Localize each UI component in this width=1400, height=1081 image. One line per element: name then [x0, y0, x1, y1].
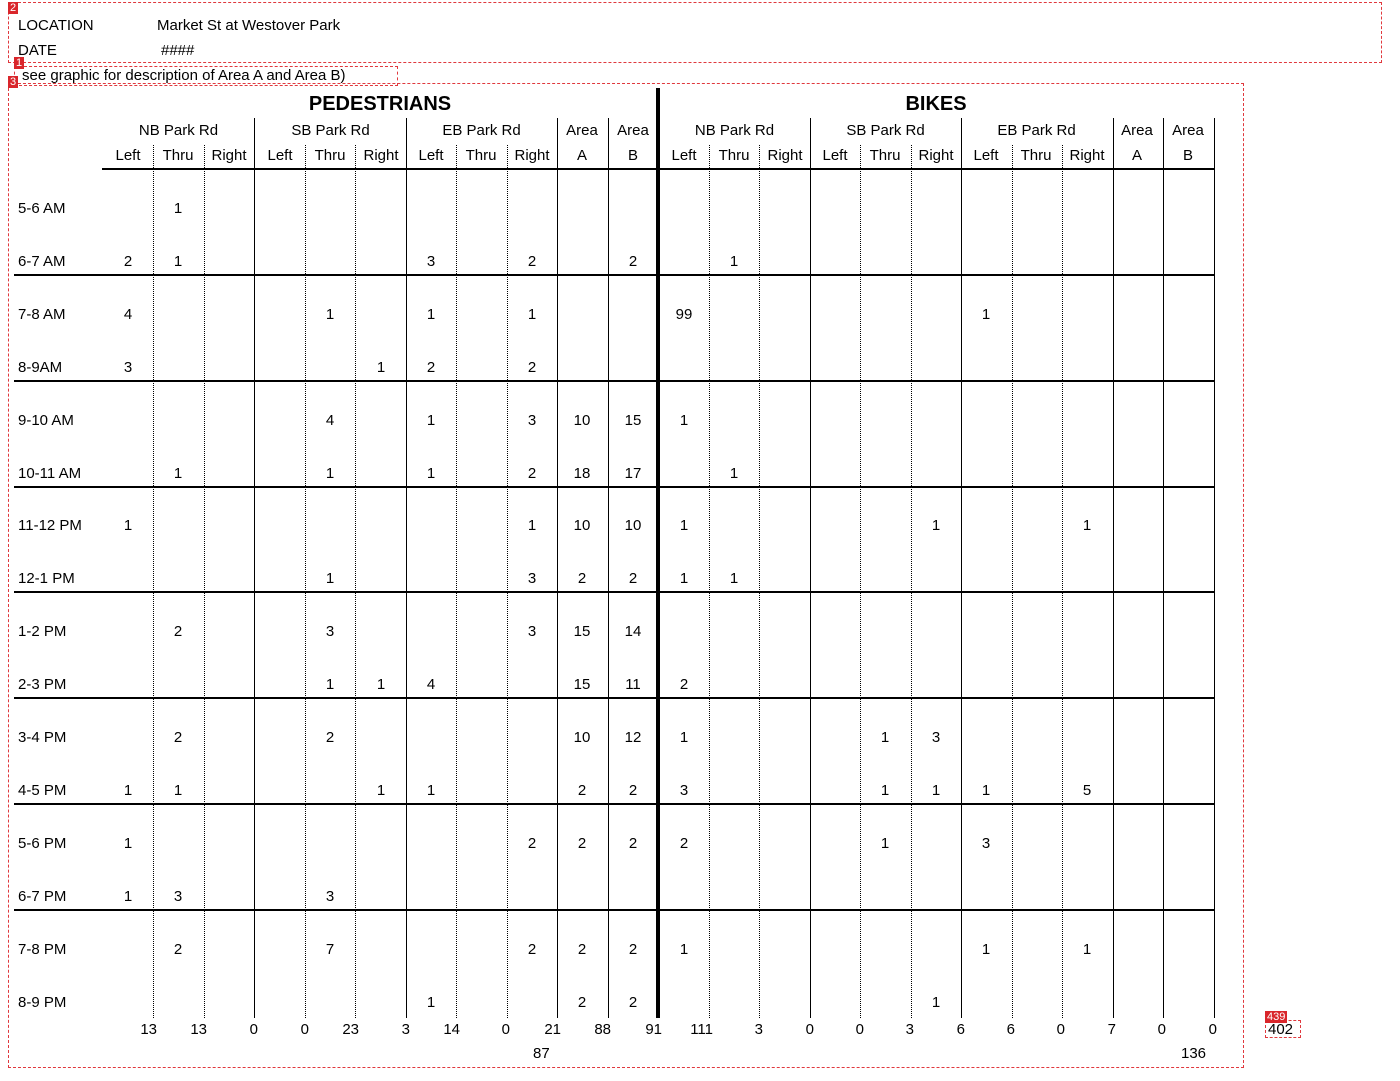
column-divider: [1113, 118, 1114, 1018]
count-cell: 1: [679, 729, 689, 746]
region-badge: 2: [10, 2, 17, 14]
count-cell: 1: [729, 252, 739, 270]
total-cell: 0: [855, 1021, 864, 1038]
column-subheader: Right: [1069, 147, 1105, 164]
count-cell: 1: [325, 464, 335, 482]
column-group-header: Area: [1121, 122, 1153, 139]
column-subheader: Right: [211, 147, 247, 164]
count-cell: 1: [679, 570, 689, 588]
total-cell: 14: [443, 1021, 460, 1038]
row-time-label: 4-5 PM: [18, 781, 67, 799]
row-time-label: 11-12 PM: [18, 517, 82, 535]
count-cell: 1: [376, 358, 386, 376]
count-cell: 1: [123, 834, 133, 852]
count-cell: 3: [981, 834, 991, 852]
total-cell: 111: [690, 1021, 713, 1038]
column-subheader: Right: [514, 147, 550, 164]
count-cell: 2: [577, 570, 587, 588]
count-cell: 2: [173, 729, 183, 746]
row-group-rule: [14, 486, 1214, 488]
count-cell: 1: [679, 940, 689, 958]
row-group-rule: [14, 697, 1214, 699]
count-cell: 12: [624, 729, 642, 746]
column-subheader: Left: [822, 147, 848, 164]
date-label: DATE: [18, 42, 57, 59]
row-group-rule: [14, 274, 1214, 276]
column-subheader: Left: [418, 147, 444, 164]
column-subheader: Right: [767, 147, 803, 164]
count-cell: 2: [577, 834, 587, 852]
count-cell: 1: [981, 781, 991, 799]
row-time-label: 10-11 AM: [18, 464, 82, 482]
pedestrians-title: PEDESTRIANS: [308, 93, 452, 115]
count-cell: 1: [426, 993, 436, 1011]
area-note: see graphic for description of Area A and Area B): [22, 67, 346, 84]
total-cell: 23: [342, 1021, 359, 1038]
count-cell: 10: [624, 517, 642, 535]
count-cell: 1: [679, 517, 689, 535]
row-time-label: 1-2 PM: [18, 623, 67, 641]
count-cell: 2: [628, 834, 638, 852]
total-cell: 21: [544, 1021, 561, 1038]
row-time-label: 7-8 PM: [18, 940, 67, 958]
bikes-title: BIKES: [905, 93, 967, 115]
column-divider: [1012, 145, 1013, 1018]
column-divider: [1163, 118, 1164, 1018]
count-cell: 14: [624, 623, 642, 641]
row-time-label: 2-3 PM: [18, 676, 67, 694]
row-time-label: 6-7 PM: [18, 887, 67, 905]
column-divider: [810, 118, 811, 1018]
region-badge: 439: [1267, 1011, 1286, 1023]
count-cell: 10: [573, 517, 591, 535]
total-cell: 13: [190, 1021, 207, 1038]
count-cell: 2: [679, 676, 689, 694]
row-time-label: 5-6 AM: [18, 200, 66, 217]
count-cell: 3: [426, 252, 436, 270]
count-cell: 1: [426, 464, 436, 482]
column-subheader: A: [576, 147, 587, 164]
column-group-header: EB Park Rd: [997, 122, 1076, 139]
column-subheader: Left: [671, 147, 697, 164]
column-group-header: SB Park Rd: [846, 122, 925, 139]
region-badge: 1: [16, 57, 23, 69]
count-cell: 3: [325, 623, 335, 641]
column-divider: [656, 88, 660, 1018]
count-cell: 1: [123, 781, 133, 799]
total-cell: 0: [1208, 1021, 1217, 1038]
count-cell: 3: [679, 781, 689, 799]
count-cell: 1: [931, 781, 941, 799]
count-cell: 1: [426, 411, 436, 429]
count-cell: 2: [628, 252, 638, 270]
total-cell: 7: [1107, 1021, 1116, 1038]
column-subheader: Left: [973, 147, 999, 164]
row-time-label: 7-8 AM: [18, 305, 66, 323]
column-divider: [456, 145, 457, 1018]
column-divider: [961, 118, 962, 1018]
column-divider: [1062, 145, 1063, 1018]
total-cell: 0: [300, 1021, 309, 1038]
row-group-rule: [14, 909, 1214, 911]
column-divider: [254, 118, 255, 1018]
count-cell: 1: [325, 676, 335, 694]
row-group-rule: [14, 803, 1214, 805]
column-subheader: Thru: [465, 147, 497, 164]
column-divider: [204, 145, 205, 1018]
total-cell: 3: [754, 1021, 763, 1038]
count-cell: 17: [624, 464, 642, 482]
count-cell: 99: [675, 305, 693, 323]
total-cell: 0: [501, 1021, 510, 1038]
count-cell: 10: [573, 411, 591, 429]
count-cell: 1: [527, 517, 537, 535]
side-total: 402: [1268, 1021, 1294, 1038]
count-cell: 2: [173, 940, 183, 958]
count-cell: 1: [173, 781, 183, 799]
total-cell: 0: [249, 1021, 258, 1038]
count-cell: 7: [325, 940, 335, 958]
row-time-label: 8-9AM: [18, 358, 63, 376]
count-cell: 1: [981, 305, 991, 323]
column-subheader: B: [1182, 147, 1193, 164]
total-cell: 91: [645, 1021, 662, 1038]
count-cell: 15: [573, 676, 591, 694]
count-cell: 2: [173, 623, 183, 641]
column-subheader: Thru: [1020, 147, 1052, 164]
count-cell: 1: [729, 464, 739, 482]
region-badge: 3: [10, 76, 17, 88]
location-value: Market St at Westover Park: [157, 17, 341, 34]
count-cell: 1: [426, 305, 436, 323]
column-group-header: Area: [1172, 122, 1204, 139]
count-cell: 2: [426, 358, 436, 376]
total-cell: 3: [401, 1021, 410, 1038]
count-cell: 2: [577, 781, 587, 799]
row-time-label: 12-1 PM: [18, 570, 75, 588]
count-cell: 2: [527, 940, 537, 958]
column-subheader: Thru: [162, 147, 194, 164]
row-time-label: 8-9 PM: [18, 993, 67, 1011]
count-cell: 2: [577, 940, 587, 958]
count-cell: 1: [931, 993, 941, 1011]
column-group-header: Area: [617, 122, 649, 139]
column-subheader: Left: [267, 147, 293, 164]
count-cell: 15: [624, 411, 642, 429]
count-cell: 1: [1082, 940, 1092, 958]
count-cell: 1: [173, 464, 183, 482]
count-cell: 2: [325, 729, 335, 746]
total-cell: 6: [1006, 1021, 1015, 1038]
pedestrian-subtotal: 87: [533, 1045, 550, 1062]
count-cell: 2: [679, 834, 689, 852]
count-cell: 1: [325, 570, 335, 588]
column-group-header: SB Park Rd: [291, 122, 370, 139]
count-cell: 1: [173, 252, 183, 270]
count-cell: 1: [376, 781, 386, 799]
column-divider: [1214, 118, 1215, 1018]
count-cell: 2: [628, 940, 638, 958]
count-cell: 2: [527, 464, 537, 482]
column-subheader: Right: [918, 147, 954, 164]
total-cell: 0: [805, 1021, 814, 1038]
count-cell: 1: [123, 887, 133, 905]
count-cell: 1: [1082, 517, 1092, 535]
row-time-label: 9-10 AM: [18, 411, 74, 429]
count-cell: 2: [527, 358, 537, 376]
count-cell: 10: [573, 729, 591, 746]
count-cell: 3: [527, 623, 537, 641]
column-divider: [911, 145, 912, 1018]
row-time-label: 6-7 AM: [18, 252, 66, 270]
column-subheader: B: [627, 147, 638, 164]
row-group-rule: [14, 380, 1214, 382]
count-cell: 1: [325, 305, 335, 323]
count-cell: 1: [729, 570, 739, 588]
count-cell: 2: [527, 252, 537, 270]
count-cell: 3: [527, 411, 537, 429]
count-cell: 15: [573, 623, 591, 641]
location-label: LOCATION: [18, 17, 94, 34]
count-cell: 1: [123, 517, 133, 535]
row-group-rule: [14, 591, 1214, 593]
count-cell: 1: [981, 940, 991, 958]
date-value: ####: [161, 42, 195, 59]
count-cell: 1: [426, 781, 436, 799]
count-cell: 2: [123, 252, 133, 270]
bike-subtotal: 136: [1181, 1045, 1207, 1062]
count-cell: 1: [880, 781, 890, 799]
column-subheader: Thru: [718, 147, 750, 164]
column-subheader: Right: [363, 147, 399, 164]
column-divider: [557, 118, 558, 1018]
count-cell: 3: [173, 887, 183, 905]
count-cell: 4: [325, 411, 335, 429]
column-divider: [355, 145, 356, 1018]
count-cell: 4: [426, 676, 436, 694]
column-divider: [860, 145, 861, 1018]
column-subheader: Left: [115, 147, 141, 164]
count-cell: 1: [880, 729, 890, 746]
count-cell: 18: [573, 464, 591, 482]
count-cell: 1: [376, 676, 386, 694]
count-cell: 11: [625, 676, 641, 694]
count-cell: 1: [527, 305, 537, 323]
column-divider: [759, 145, 760, 1018]
column-subheader: A: [1131, 147, 1142, 164]
column-group-header: NB Park Rd: [138, 122, 219, 139]
count-cell: 1: [679, 411, 689, 429]
count-cell: 2: [527, 834, 537, 852]
count-cell: 2: [628, 570, 638, 588]
total-cell: 6: [956, 1021, 965, 1038]
column-group-header: EB Park Rd: [442, 122, 521, 139]
count-cell: 3: [527, 570, 537, 588]
count-cell: 4: [123, 305, 133, 323]
row-time-label: 5-6 PM: [18, 834, 67, 852]
row-time-label: 3-4 PM: [18, 729, 67, 746]
count-cell: 3: [931, 729, 941, 746]
count-cell: 5: [1082, 781, 1092, 799]
count-cell: 2: [628, 993, 638, 1011]
column-group-header: Area: [566, 122, 598, 139]
column-subheader: Thru: [314, 147, 346, 164]
total-cell: 13: [140, 1021, 157, 1038]
total-cell: 3: [905, 1021, 914, 1038]
total-cell: 88: [594, 1021, 611, 1038]
total-cell: 0: [1056, 1021, 1065, 1038]
column-subheader: Thru: [869, 147, 901, 164]
count-cell: 2: [628, 781, 638, 799]
count-cell: 1: [880, 834, 890, 852]
count-cell: 3: [123, 358, 133, 376]
column-group-header: NB Park Rd: [694, 122, 775, 139]
total-cell: 0: [1157, 1021, 1166, 1038]
count-cell: 1: [173, 200, 183, 217]
count-cell: 1: [931, 517, 941, 535]
count-cell: 3: [325, 887, 335, 905]
count-cell: 2: [577, 993, 587, 1011]
